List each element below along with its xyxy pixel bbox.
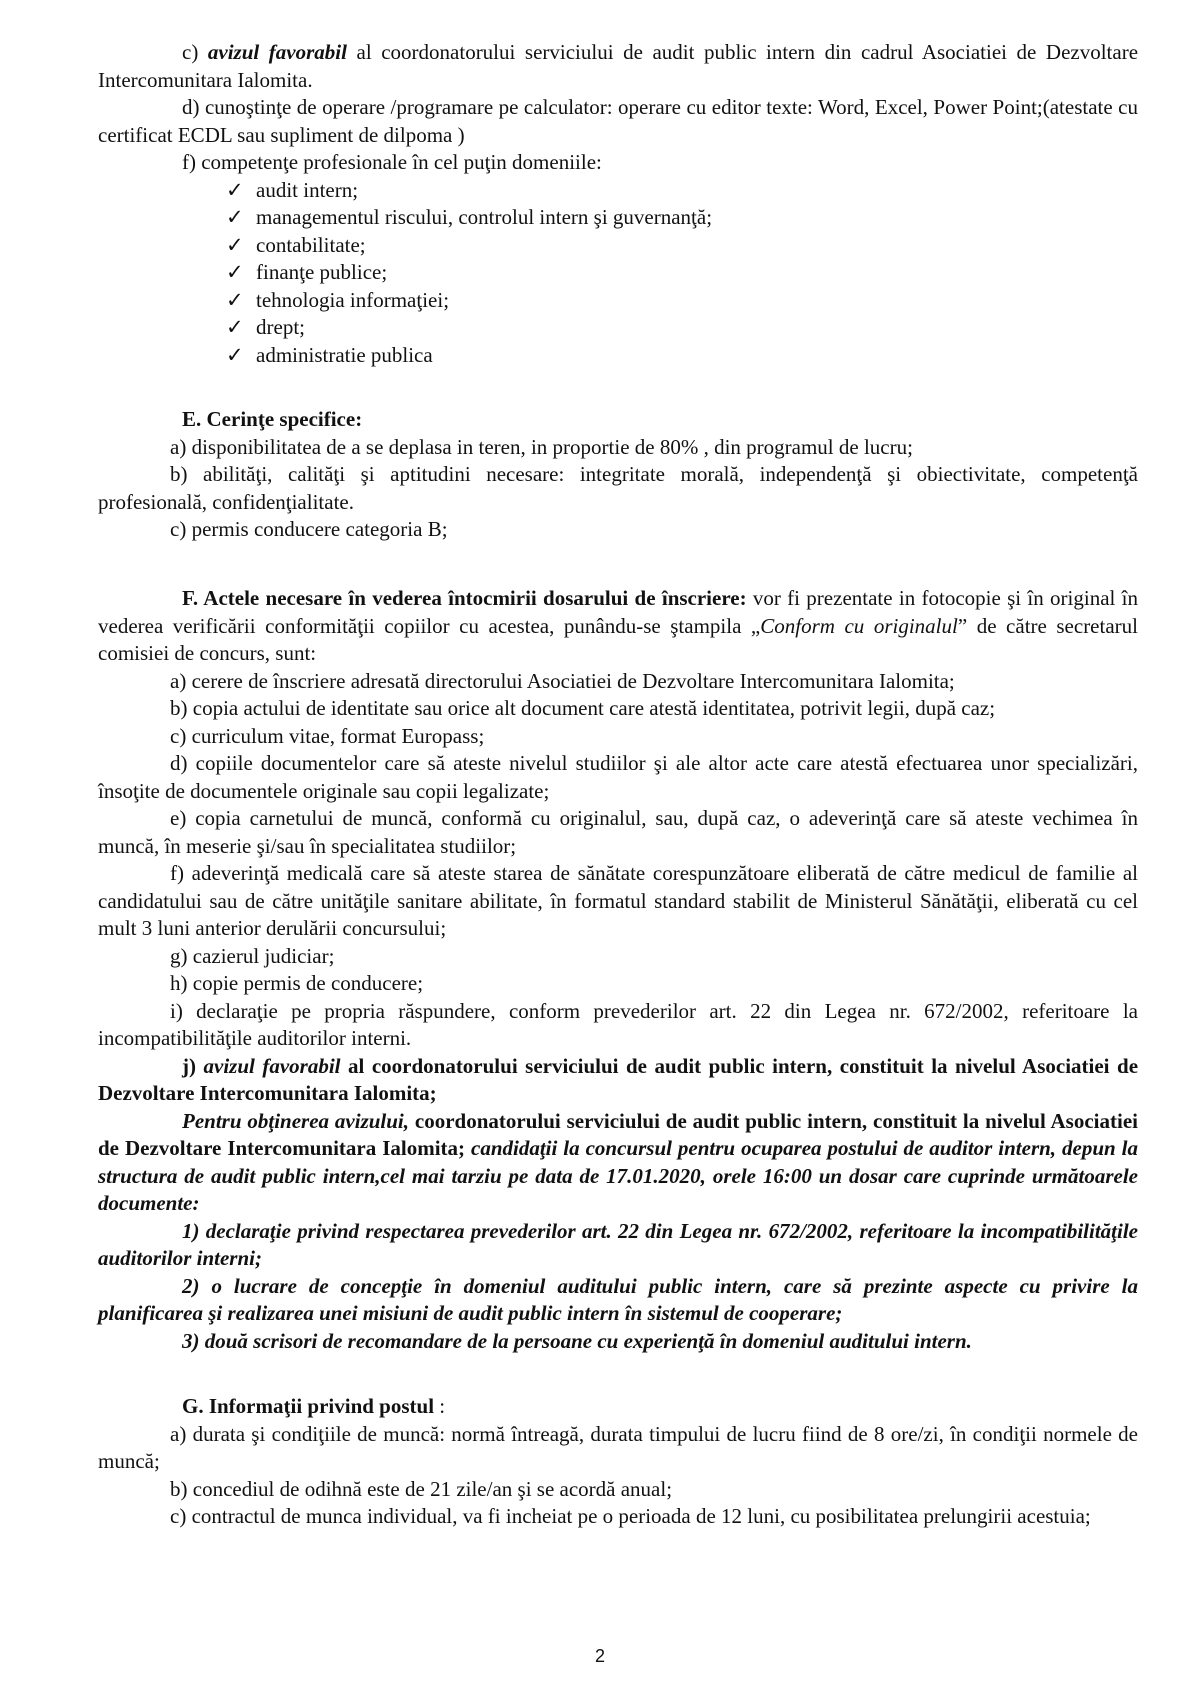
- check-icon: ✓: [226, 287, 244, 312]
- list-item: [98, 287, 1138, 315]
- domain-label: administratie publica: [256, 342, 433, 367]
- section-f-intro: [98, 585, 1138, 668]
- domain-label: managementul riscului, controlul intern şi guvernanţă;: [256, 205, 713, 229]
- section-f-item-i: i) declaraţie pe propria răspundere, conform prevederilor art. 22 din Legea nr. 672/2002, referitoare la incompatibilităţile auditorilor interni.: [98, 998, 1138, 1050]
- section-e-heading: E. Cerinţe specifice:: [182, 407, 363, 431]
- aviz-doc-2: 2) o lucrare de concepţie în domeniul auditului public intern, care să prezinte aspecte cu privire la planificarea şi realizarea unei misiuni de audit public intern în sistemul de cooperare;: [98, 1273, 1138, 1325]
- section-f-intro-italic: Conform cu originalul: [760, 613, 958, 638]
- domain-label: drept;: [256, 315, 305, 339]
- section-g-item-b: b) concediul de odihnă este de 21 zile/an şi se acordă anual;: [170, 1476, 673, 1501]
- item-f-competences: f) competenţe profesionale în cel puţin domeniile:: [182, 150, 602, 174]
- domain-label: audit intern;: [256, 177, 359, 202]
- section-g-heading-suffix: :: [434, 1394, 446, 1418]
- aviz-paragraph: [98, 1108, 1138, 1218]
- aviz-doc-3: 3) două scrisori de recomandare de la persoane cu experienţă în domeniul auditului intern.: [182, 1328, 972, 1353]
- section-e-item-a: a) disponibilitatea de a se deplasa in teren, in proportie de 80% , din programul de lucru;: [170, 434, 913, 459]
- list-item: [98, 177, 1138, 205]
- section-g: [98, 1393, 1138, 1531]
- check-icon: ✓: [226, 315, 244, 339]
- section-f-item-b: b) copia actului de identitate sau orice alt document care atestă identitatea, potrivit legii, după caz;: [170, 696, 996, 720]
- list-item: [98, 232, 1138, 260]
- domain-label: contabilitate;: [256, 232, 366, 257]
- section-g-item-c: c) contractul de munca individual, va fi incheiat pe o perioada de 12 luni, cu posibilitatea prelungirii acestuia;: [170, 1504, 1091, 1528]
- item-j-prefix: j): [182, 1053, 196, 1078]
- check-icon: ✓: [226, 342, 244, 367]
- section-f-item-d: d) copiile documentelor care să ateste nivelul studiilor şi ale altor acte care atestă efectuarea unor specializări, însoţite de documentele originale sau copii legalizate;: [98, 751, 1138, 803]
- item-d-computer-skills: d) cunoştinţe de operare /programare pe calculator: operare cu editor texte: Word, Excel, Power Point;(atestate cu certificat ECDL sau supliment de dilpoma ): [98, 95, 1138, 147]
- check-icon: ✓: [226, 232, 244, 257]
- aviz-doc-1: 1) declaraţie privind respectarea prevederilor art. 22 din Legea nr. 672/2002, referitoare la incompatibilităţile auditorilor interni;: [98, 1218, 1138, 1270]
- section-f-item-c: c) curriculum vitae, format Europass;: [170, 723, 485, 748]
- domains-list: [98, 177, 1138, 370]
- item-c-rest: al coordonatorului serviciului de audit public intern din cadrul Asociatiei de Dezvoltare Intercomunitara Ialomita.: [98, 40, 1139, 92]
- page-number: 2: [594, 1646, 605, 1666]
- domain-label: finanţe publice;: [256, 260, 388, 284]
- section-d-tail: [98, 39, 1138, 369]
- section-f-item-g: g) cazierul judiciar;: [170, 943, 335, 968]
- section-f-item-a: a) cerere de înscriere adresată directorului Asociatiei de Dezvoltare Intercomunitara Ialomita;: [170, 668, 955, 693]
- item-c-aviz: [98, 39, 1138, 94]
- list-item: [98, 259, 1138, 287]
- section-f-item-f: f) adeverinţă medicală care să ateste starea de sănătate corespunzătoare eliberată de către medicul de familie al candidatului sau de către unităţile sanitare abilitate, în formatul standard stabilit de Ministerul Sănătăţii, eliberată cu cel mult 3 luni anterior derulării concursului;: [98, 861, 1138, 940]
- aviz-bold: coordonatorului serviciului de audit public intern, constituit la nivelul Asociatiei de Dezvoltare Intercomunitara Ialomita;: [98, 1108, 1138, 1160]
- section-g-item-a: a) durata şi condiţiile de muncă: normă întreagă, durata timpului de lucru fiind de 8 ore/zi, în condiţii normele de muncă;: [98, 1421, 1138, 1473]
- section-f-item-h: h) copie permis de conducere;: [170, 971, 424, 995]
- item-j-bold-italic: avizul favorabil: [203, 1053, 341, 1078]
- list-item: [98, 314, 1138, 342]
- item-c-prefix: c): [182, 40, 199, 64]
- list-item: [98, 342, 1138, 370]
- item-j-rest: al coordonatorului serviciului de audit public intern, constituit la nivelul Asociatiei de Dezvoltare Intercomunitara Ialomita;: [98, 1053, 1139, 1105]
- domain-label: tehnologia informaţiei;: [256, 287, 450, 312]
- aviz-lead: Pentru obţinerea avizului,: [182, 1108, 410, 1133]
- section-f-intro-text: vor fi prezentate in fotocopie şi în original în vederea verificării conformităţii copiilor cu acestea, punându-se ştampila „: [98, 586, 1139, 638]
- aviz-deadline: candidaţii la concursul pentru ocuparea postului de auditor intern, depun la structura de audit public intern,cel mai tarziu pe data de 17.01.2020, orele 16:00 un dosar care cuprinde următoarele documente:: [98, 1136, 1138, 1215]
- section-g-heading-line: [98, 1393, 1138, 1421]
- check-icon: ✓: [226, 260, 244, 284]
- item-c-bold: avizul favorabil: [207, 40, 347, 64]
- check-icon: ✓: [226, 177, 244, 202]
- section-f-heading: F. Actele necesare în vederea întocmirii dosarului de înscriere:: [182, 586, 747, 610]
- section-e: [98, 406, 1138, 544]
- section-e-item-c: c) permis conducere categoria B;: [170, 517, 448, 541]
- section-f-item-j: [98, 1053, 1138, 1108]
- check-icon: ✓: [226, 205, 244, 229]
- section-f-item-e: e) copia carnetului de muncă, conformă cu originalul, sau, după caz, o adeverinţă care să ateste vechimea în muncă, în meserie şi/sau în specialitatea studiilor;: [98, 806, 1138, 858]
- section-g-heading: G. Informaţii privind postul: [182, 1394, 435, 1418]
- section-f: [98, 585, 1138, 1355]
- section-f-intro-end: ” de către secretarul comisiei de concurs, sunt:: [98, 613, 1138, 665]
- section-e-item-b: b) abilităţi, calităţi şi aptitudini necesare: integritate morală, independenţă şi obiectivitate, competenţă profesională, confidenţialitate.: [98, 462, 1138, 514]
- list-item: [98, 204, 1138, 232]
